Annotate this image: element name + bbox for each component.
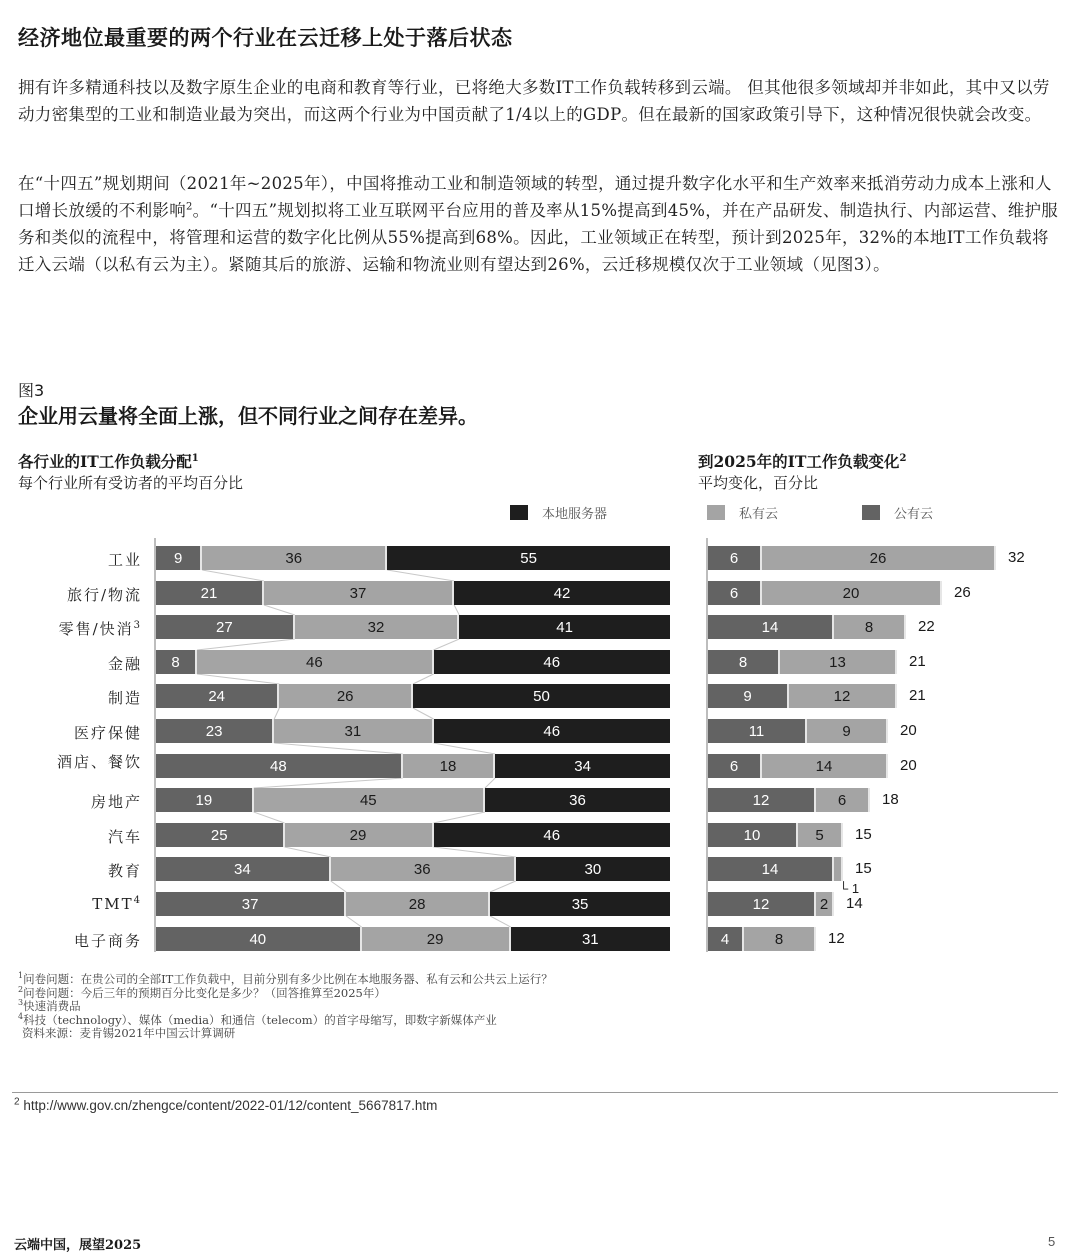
paragraph-2-part-a: 在“十四五”规划期间（2021年~2025年），中国将推动工业和制造领域的转型，通过提升数字化水平和生产效率来抵消劳动力成本上涨和人口增长放缓的不利影响 [18,174,1052,220]
bar-segment-public-cloud: 25 [156,823,285,847]
legend-item-private-cloud [707,503,778,522]
bar-segment-private-cloud: 36 [202,546,387,570]
right-chart-subtitle: 平均变化，百分比 [698,474,819,492]
bar-segment-on-premise: 55 [387,546,670,570]
category-label: 旅行/物流 [66,586,142,604]
right-chart-header [698,450,906,493]
change-segment-private-cloud: 26 [762,546,996,570]
bar-segment-on-premise: 42 [454,581,670,605]
bar-segment-on-premise: 46 [434,650,670,674]
left-chart-header [18,450,243,493]
legend-label-on-premise: 本地服务器 [542,507,608,522]
figure-title: 企业用云量将全面上涨，但不同行业之间存在差异。 [18,404,478,428]
footnote-ref[interactable]: 2 [186,201,193,213]
footer-publication-title: 云端中国，展望2025 [14,1238,142,1253]
left-chart-subtitle: 每个行业所有受访者的平均百分比 [18,474,244,492]
footnote-divider [12,1092,1058,1093]
change-segment-public-cloud: 6 [708,546,762,570]
page-number: 5 [1048,1234,1056,1249]
bar-segment-public-cloud: 48 [156,754,403,778]
change-segment-public-cloud: 12 [708,788,816,812]
bar-segment-on-premise: 31 [511,927,670,951]
category-label: 房地产 [90,793,142,811]
footnote-item: $^1$问卷问题：在贵公司的全部IT工作负载中，目前分别有多少比例在本地服务器、私有云和公共云上运行？ [18,971,553,986]
change-total: 18 [882,791,899,808]
change-segment-private-cloud: 5 [798,823,843,847]
bar-segment-on-premise: 30 [516,857,670,881]
left-title-sup: 1 [191,452,199,464]
change-segment-private-cloud: 14 [762,754,888,778]
paragraph-2-part-b: 。“十四五”规划拟将工业互联网平台应用的普及率从15%提高到45%，并在产品研发、制造执行、内部运营、维护服务和类似的流程中，将管理和运营的数字化比例从55%提高到68%。因此，工业领域正在转型，预计到2025年，32%的本地IT工作负载将迁入云端（以私有云为主）。紧随其后的旅游、运输和物流业则有望达到26%，云迁移规模仅次于工业领域（见图3）。 [18,201,1059,274]
change-segment-private-cloud: 6 [816,788,870,812]
bar-segment-public-cloud: 27 [156,615,295,639]
bar-segment-public-cloud: 37 [156,892,346,916]
left-chart-title [18,450,243,472]
legend-swatch-public-cloud [862,505,880,520]
change-segment-public-cloud: 4 [708,927,744,951]
bar-segment-private-cloud: 32 [295,615,459,639]
change-total: 26 [954,584,971,601]
page-footnote-link[interactable]: http://www.gov.cn/zhengce/content/2022-01/12/content_5667817.htm [23,1098,438,1113]
left-chart-title-text: 各行业的IT工作负载分配 [18,452,192,471]
change-segment-public-cloud: 14 [708,615,834,639]
bar-segment-on-premise: 41 [459,615,670,639]
bar-segment-private-cloud: 31 [274,719,433,743]
paragraph-1: 拥有许多精通科技以及数字原生企业的电商和教育等行业，已将绝大多数IT工作负载转移到云端。 但其他很多领域却并非如此，其中又以劳动力密集型的工业和制造业最为突出，而这两个行业为中国贡献了1/4以上的GDP。但在最新的国家政策引导下，这种情况很快就会改变。 [18,78,1050,124]
change-total: 20 [900,722,917,739]
footnote-item: $^2$问卷问题：今后三年的预期百分比变化是多少？（回答推算至2025年） [18,984,386,1000]
category-label: 教育 [107,862,142,880]
change-total: 20 [900,757,917,774]
legend-label-private-cloud: 私有云 [739,507,779,522]
category-label: 酒店、餐饮 [56,753,142,771]
footnote-item: 资料来源：麦肯锡2021年中国云计算调研 [22,1026,236,1040]
figure-footnotes [18,973,553,1041]
right-chart-title-text: 到2025年的IT工作负载变化 [698,452,900,471]
legend-label-public-cloud: 公有云 [894,507,934,522]
bar-segment-public-cloud: 34 [156,857,331,881]
bar-segment-private-cloud: 45 [254,788,485,812]
category-label: 制造 [107,689,142,707]
change-segment-public-cloud: 10 [708,823,798,847]
change-total: 15 [855,826,872,843]
page-footnote-num: 2 [14,1096,20,1108]
change-segment-private-cloud [834,857,843,881]
annotation-callout: └ 1 [839,881,860,896]
change-segment-public-cloud: 11 [708,719,807,743]
change-segment-public-cloud: 14 [708,857,834,881]
change-segment-private-cloud: 9 [807,719,888,743]
legend-swatch-private-cloud [707,505,725,520]
change-segment-public-cloud: 6 [708,581,762,605]
bar-segment-on-premise: 50 [413,684,670,708]
bar-segment-on-premise: 34 [495,754,670,778]
change-segment-public-cloud: 6 [708,754,762,778]
bar-segment-on-premise: 36 [485,788,670,812]
bar-segment-public-cloud: 23 [156,719,274,743]
change-segment-private-cloud: 20 [762,581,942,605]
bar-segment-on-premise: 46 [434,719,670,743]
bar-segment-on-premise: 35 [490,892,670,916]
legend-item-on-premise [510,503,607,522]
legend-swatch-on-premise [510,505,528,520]
bar-segment-private-cloud: 29 [285,823,434,847]
bar-segment-public-cloud: 21 [156,581,264,605]
change-segment-public-cloud: 12 [708,892,816,916]
change-total: 15 [855,860,872,877]
category-label: 工业 [107,551,142,569]
category-label: 电子商务 [73,932,142,950]
change-segment-private-cloud: 12 [789,684,897,708]
right-chart-title [698,450,906,472]
bar-segment-public-cloud: 8 [156,650,197,674]
footnote-item: $^4$科技（technology）、媒体（media）和通信（telecom）的首字母缩写，即数字新媒体产业 [18,1011,497,1027]
change-segment-private-cloud: 2 [816,892,834,916]
bar-segment-public-cloud: 9 [156,546,202,570]
change-total: 22 [918,618,935,635]
bar-segment-private-cloud: 18 [403,754,496,778]
bar-segment-public-cloud: 19 [156,788,254,812]
change-segment-private-cloud: 13 [780,650,897,674]
bar-segment-private-cloud: 29 [362,927,511,951]
change-total: 32 [1008,549,1025,566]
bar-segment-private-cloud: 26 [279,684,413,708]
bar-segment-on-premise: 46 [434,823,670,847]
right-title-sup: 2 [899,452,907,464]
change-segment-private-cloud: 8 [744,927,816,951]
footnote-item: $^3$快速消费品 [18,998,81,1013]
change-segment-public-cloud: 9 [708,684,789,708]
category-label: TMT$^4$ [92,895,142,913]
category-label: 汽车 [107,828,142,846]
change-segment-private-cloud: 8 [834,615,906,639]
category-label: 医疗保健 [73,724,142,742]
change-segment-public-cloud: 8 [708,650,780,674]
figure-label: 图3 [18,381,45,400]
bar-segment-private-cloud: 28 [346,892,490,916]
change-total: 21 [909,687,926,704]
category-label: 零售/快消$^3$ [58,620,142,638]
category-label: 金融 [107,655,142,673]
section-heading: 经济地位最重要的两个行业在云迁移上处于落后状态 [18,25,513,50]
bar-segment-private-cloud: 46 [197,650,433,674]
bar-segment-private-cloud: 37 [264,581,454,605]
paragraph-2 [18,170,1063,278]
bar-segment-public-cloud: 24 [156,684,279,708]
legend-item-public-cloud [862,503,933,522]
change-total: 12 [828,930,845,947]
change-total: 21 [909,653,926,670]
bar-segment-public-cloud: 40 [156,927,362,951]
change-total: 14 [846,895,863,912]
page-footnote [14,1098,437,1113]
bar-segment-private-cloud: 36 [331,857,516,881]
